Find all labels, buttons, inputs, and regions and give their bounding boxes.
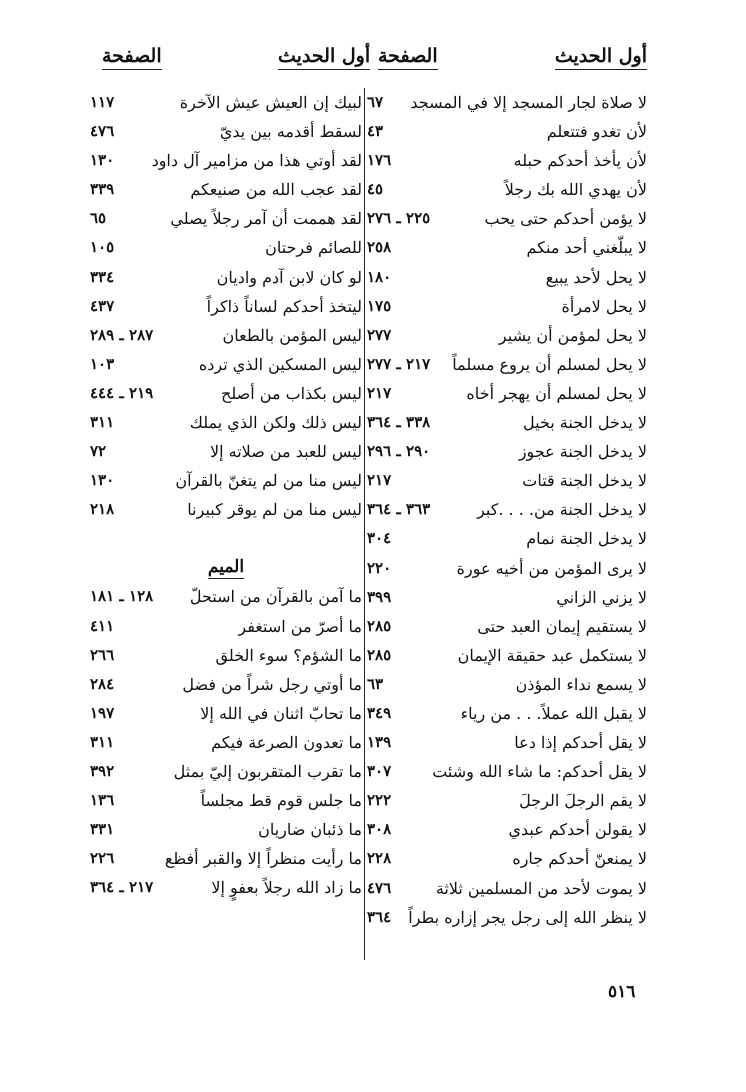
entry-text: لا يسمع نداء المؤذن (515, 674, 647, 694)
entry-text: لبيك إن العيش عيش الآخرة (179, 93, 362, 112)
entry-page: ٢٨٤ (90, 674, 115, 693)
entry-page: ٢٥٨ (367, 238, 392, 257)
index-entry (90, 757, 362, 786)
entry-text: ما تعدون الصرعة فيكم (211, 732, 362, 752)
entry-page: ١٢٨ ـ ١٨١ (90, 587, 154, 606)
entry-page: ٤٧٦ (367, 878, 392, 897)
index-entry (90, 873, 362, 902)
entry-text: ما أوتي رجل شراً من فضل (182, 674, 362, 694)
entry-text: لا يقولن أحدكم عبدي (508, 820, 647, 840)
entry-page: ٢١٧ ـ ٢٧٧ (367, 354, 431, 373)
entry-text: ليس للعبد من صلاته إلا (209, 442, 362, 462)
entry-text: ليس المؤمن بالطعان (222, 325, 362, 345)
entry-page: ٢٩٠ ـ ٢٩٦ (367, 442, 431, 461)
section-title: الميم (207, 557, 245, 578)
entry-text: لا يموت لأحد من المسلمين ثلاثة (435, 878, 647, 898)
entry-text: ما آمن بالقرآن من استحلّ (189, 587, 362, 607)
entry-page: ٢٢٥ ـ ٢٧٦ (367, 209, 431, 228)
index-entry (367, 88, 647, 117)
index-entry (90, 408, 362, 437)
entry-page: ٢١٧ ـ ٣٦٤ (90, 878, 154, 897)
index-entry (90, 495, 362, 524)
entry-page: ١١٧ (90, 93, 115, 111)
index-entry (90, 321, 362, 350)
index-entry (367, 699, 647, 728)
index-entry (367, 903, 647, 932)
entry-page: ٣٤٩ (367, 703, 392, 722)
index-entry (90, 379, 362, 408)
index-entry (367, 175, 647, 204)
entry-page: ٤٣ (367, 122, 384, 141)
entry-text: لا يقم الرجلَ الرجلَ (519, 791, 647, 811)
entry-page: ٧٢ (90, 442, 107, 461)
index-entry (367, 466, 647, 495)
index-entry (367, 233, 647, 262)
index-entry (90, 88, 362, 117)
index-entry (90, 175, 362, 204)
entry-page: ١٠٣ (90, 354, 115, 373)
entry-text: ما رأيت منظراً إلا والقبر أفظع (164, 849, 362, 869)
entry-page: ٣٦٤ (367, 907, 392, 926)
entry-page: ١٧٥ (367, 296, 392, 315)
left-column (90, 88, 362, 902)
entry-page: ٢٨٧ ـ ٢٨٩ (90, 325, 154, 344)
index-entry (90, 582, 362, 611)
entry-text: لا يحل لمسلم أن يهجر أخاه (466, 383, 647, 403)
index-entry (367, 757, 647, 786)
index-entry (90, 233, 362, 262)
index-entry (90, 263, 362, 292)
entry-page: ١٩٧ (90, 703, 115, 722)
index-entry (367, 641, 647, 670)
entry-text: ليتخذ أحدكم لساناً ذاكراً (206, 296, 362, 316)
entry-page: ٢٢٠ (367, 558, 392, 577)
entry-page: ٣١١ (90, 413, 115, 432)
index-entry (367, 583, 647, 612)
index-entry (367, 874, 647, 903)
entry-text: ليس منا من لم يوقر كبيرنا (187, 500, 362, 520)
header-left-first: أول الحديث (278, 44, 370, 70)
entry-text: لا يقل أحدكم إذا دعا (514, 733, 647, 753)
entry-text: لا يؤمن أحدكم حتى يحب (484, 209, 647, 229)
entry-text: لا يستكمل عبد حقيقة الإيمان (457, 645, 647, 665)
entry-text: لو كان لابن آدم واديان (216, 267, 362, 287)
entry-text: ليس بكذاب من أصلح (221, 383, 362, 403)
index-entry (90, 350, 362, 379)
index-entry (90, 292, 362, 321)
entry-page: ٣٣٨ ـ ٣٦٤ (367, 413, 431, 432)
index-entry (367, 815, 647, 844)
entry-page: ٣٣٤ (90, 267, 115, 286)
index-entry (367, 728, 647, 757)
index-entry (90, 146, 362, 175)
entry-page: ٢٨٥ (367, 645, 392, 664)
entry-page: ٣١١ (90, 732, 115, 751)
entry-page: ٢٢٨ (367, 849, 392, 868)
header-right-first: أول الحديث (555, 44, 647, 70)
index-entry (367, 263, 647, 292)
entry-text: ما ذئبان ضاريان (258, 820, 362, 840)
index-entry (90, 117, 362, 146)
entry-text: لا يحل لأحد يبيع (545, 267, 647, 287)
entry-text: لقد هممت أن آمر رجلاً يصلي (170, 209, 362, 229)
index-entry (90, 786, 362, 815)
index-entry (367, 554, 647, 583)
index-entry (367, 321, 647, 350)
index-entry (90, 728, 362, 757)
entry-text: لا يبلّغني أحد منكم (526, 238, 647, 258)
entry-page: ١٣٩ (367, 733, 392, 752)
index-entry (90, 641, 362, 670)
index-entry (367, 379, 647, 408)
index-entry (90, 437, 362, 466)
entry-text: لأن يأخذ أحدكم حبله (513, 151, 647, 171)
entry-text: ليس المسكين الذي ترده (198, 354, 362, 374)
index-entry (90, 466, 362, 495)
index-entry (367, 204, 647, 233)
index-entry (90, 612, 362, 641)
entry-page: ٣٩٩ (367, 587, 392, 606)
entry-page: ٣٠٨ (367, 820, 392, 839)
entry-text: لا صلاة لجار المسجد إلا في المسجد (410, 93, 647, 112)
index-entry (367, 670, 647, 699)
entry-page: ٢٧٧ (367, 325, 392, 344)
entry-text: لسقط أقدمه بين يديّ (219, 122, 362, 142)
entry-page: ١٨٠ (367, 267, 392, 286)
entry-text: لأن تغدو فتتعلم (546, 122, 647, 142)
entry-page: ١٣٠ (90, 471, 115, 490)
entry-page: ١٧٦ (367, 151, 392, 170)
index-entry (90, 699, 362, 728)
entry-text: للصائم فرحتان (265, 238, 362, 258)
index-entry (367, 786, 647, 815)
entry-page: ١٣٦ (90, 791, 115, 810)
entry-page: ٢٢٦ (90, 849, 115, 868)
entry-text: لقد عجب الله من صنيعكم (190, 180, 362, 200)
index-entry (90, 670, 362, 699)
entry-page: ٤١١ (90, 616, 115, 635)
entry-page: ٢١٧ (367, 383, 392, 402)
entry-page: ٢١٨ (90, 500, 115, 519)
entry-page: ٣٠٧ (367, 762, 392, 781)
index-entry (367, 612, 647, 641)
index-entry (367, 408, 647, 437)
entry-text: لا ينظر الله إلى رجل يجر إزاره بطراً (408, 907, 647, 927)
left-column-top (90, 88, 362, 524)
header-right-page: الصفحة (378, 44, 438, 70)
entry-page: ٦٥ (90, 209, 107, 228)
entry-page: ٦٣ (367, 674, 384, 693)
index-entry (367, 524, 647, 553)
entry-text: ما الشؤم؟ سوء الخلق (215, 645, 362, 665)
entry-page: ٢٢٢ (367, 791, 392, 810)
entry-text: ما تحابّ اثنان في الله إلا (200, 703, 362, 723)
entry-page: ٢١٧ (367, 471, 392, 490)
entry-text: لا يحل لمؤمن أن يشير (498, 325, 647, 345)
index-entry (367, 437, 647, 466)
entry-text: لا يدخل الجنة قتات (522, 471, 647, 491)
entry-text: لا يقبل الله عملاً. . . من رياء (460, 703, 647, 723)
entry-text: ما زاد الله رجلاً بعفوٍ إلا (211, 878, 362, 898)
entry-text: لا يحل لمسلم أن يروع مسلماً (452, 354, 647, 374)
entry-page: ٢١٩ ـ ٤٤٤ (90, 383, 154, 402)
entry-page: ٦٧ (367, 93, 384, 111)
entry-text: لقد أوتي هذا من مزامير آل داود (151, 151, 362, 171)
entry-page: ٤٧٦ (90, 122, 115, 141)
entry-page: ٢٦٦ (90, 645, 115, 664)
entry-text: لا يرى المؤمن من أخيه عورة (456, 558, 647, 578)
index-entry (367, 844, 647, 873)
entry-page: ٣٦٣ ـ ٣٦٤ (367, 500, 431, 519)
entry-page: ٤٥ (367, 180, 384, 199)
entry-page: ٣٠٤ (367, 529, 392, 548)
index-entry (90, 815, 362, 844)
entry-text: ليس ذلك ولكن الذي يملك (189, 413, 362, 433)
right-column (367, 88, 647, 932)
page-number: ٥١٦ (608, 982, 636, 1002)
entry-text: لا يدخل الجنة نمام (526, 529, 647, 549)
entry-page: ٣٣١ (90, 820, 115, 839)
entry-text: لا يحل لامرأة (561, 296, 647, 316)
entry-text: لا يدخل الجنة بخيل (522, 413, 647, 433)
left-column-bottom (90, 582, 362, 902)
index-entry (367, 350, 647, 379)
entry-text: ما أصرّ من استغفر (238, 616, 362, 636)
index-entry (367, 292, 647, 321)
index-entry (367, 495, 647, 524)
index-entry (90, 204, 362, 233)
header-left-page: الصفحة (102, 44, 162, 70)
entry-text: لأن يهدي الله بك رجلاً (504, 180, 647, 200)
column-divider (364, 88, 365, 960)
entry-text: لا يزني الزاني (556, 587, 647, 607)
entry-text: ما تقرب المتقربون إليّ بمثل (173, 761, 362, 781)
entry-page: ٣٣٩ (90, 180, 115, 199)
index-entry (367, 117, 647, 146)
entry-text: لا يستقيم إيمان العبد حتى (477, 616, 647, 636)
index-entry (367, 146, 647, 175)
entry-text: لا يدخل الجنة من. . . .كبر (477, 500, 647, 520)
entry-text: ليس منا من لم يتغنّ بالقرآن (175, 471, 362, 491)
index-entry (90, 844, 362, 873)
entry-page: ٢٨٥ (367, 616, 392, 635)
entry-page: ١٠٥ (90, 238, 115, 257)
entry-page: ٣٩٢ (90, 761, 115, 780)
entry-text: لا يقل أحدكم: ما شاء الله وشئت (432, 762, 647, 782)
entry-text: لا يدخل الجنة عجوز (518, 442, 647, 462)
entry-page: ٤٣٧ (90, 296, 115, 315)
entry-page: ١٣٠ (90, 151, 115, 170)
entry-text: لا يمنعنّ أحدكم جاره (512, 849, 647, 869)
entry-text: ما جلس قوم قط مجلساً (200, 791, 362, 811)
